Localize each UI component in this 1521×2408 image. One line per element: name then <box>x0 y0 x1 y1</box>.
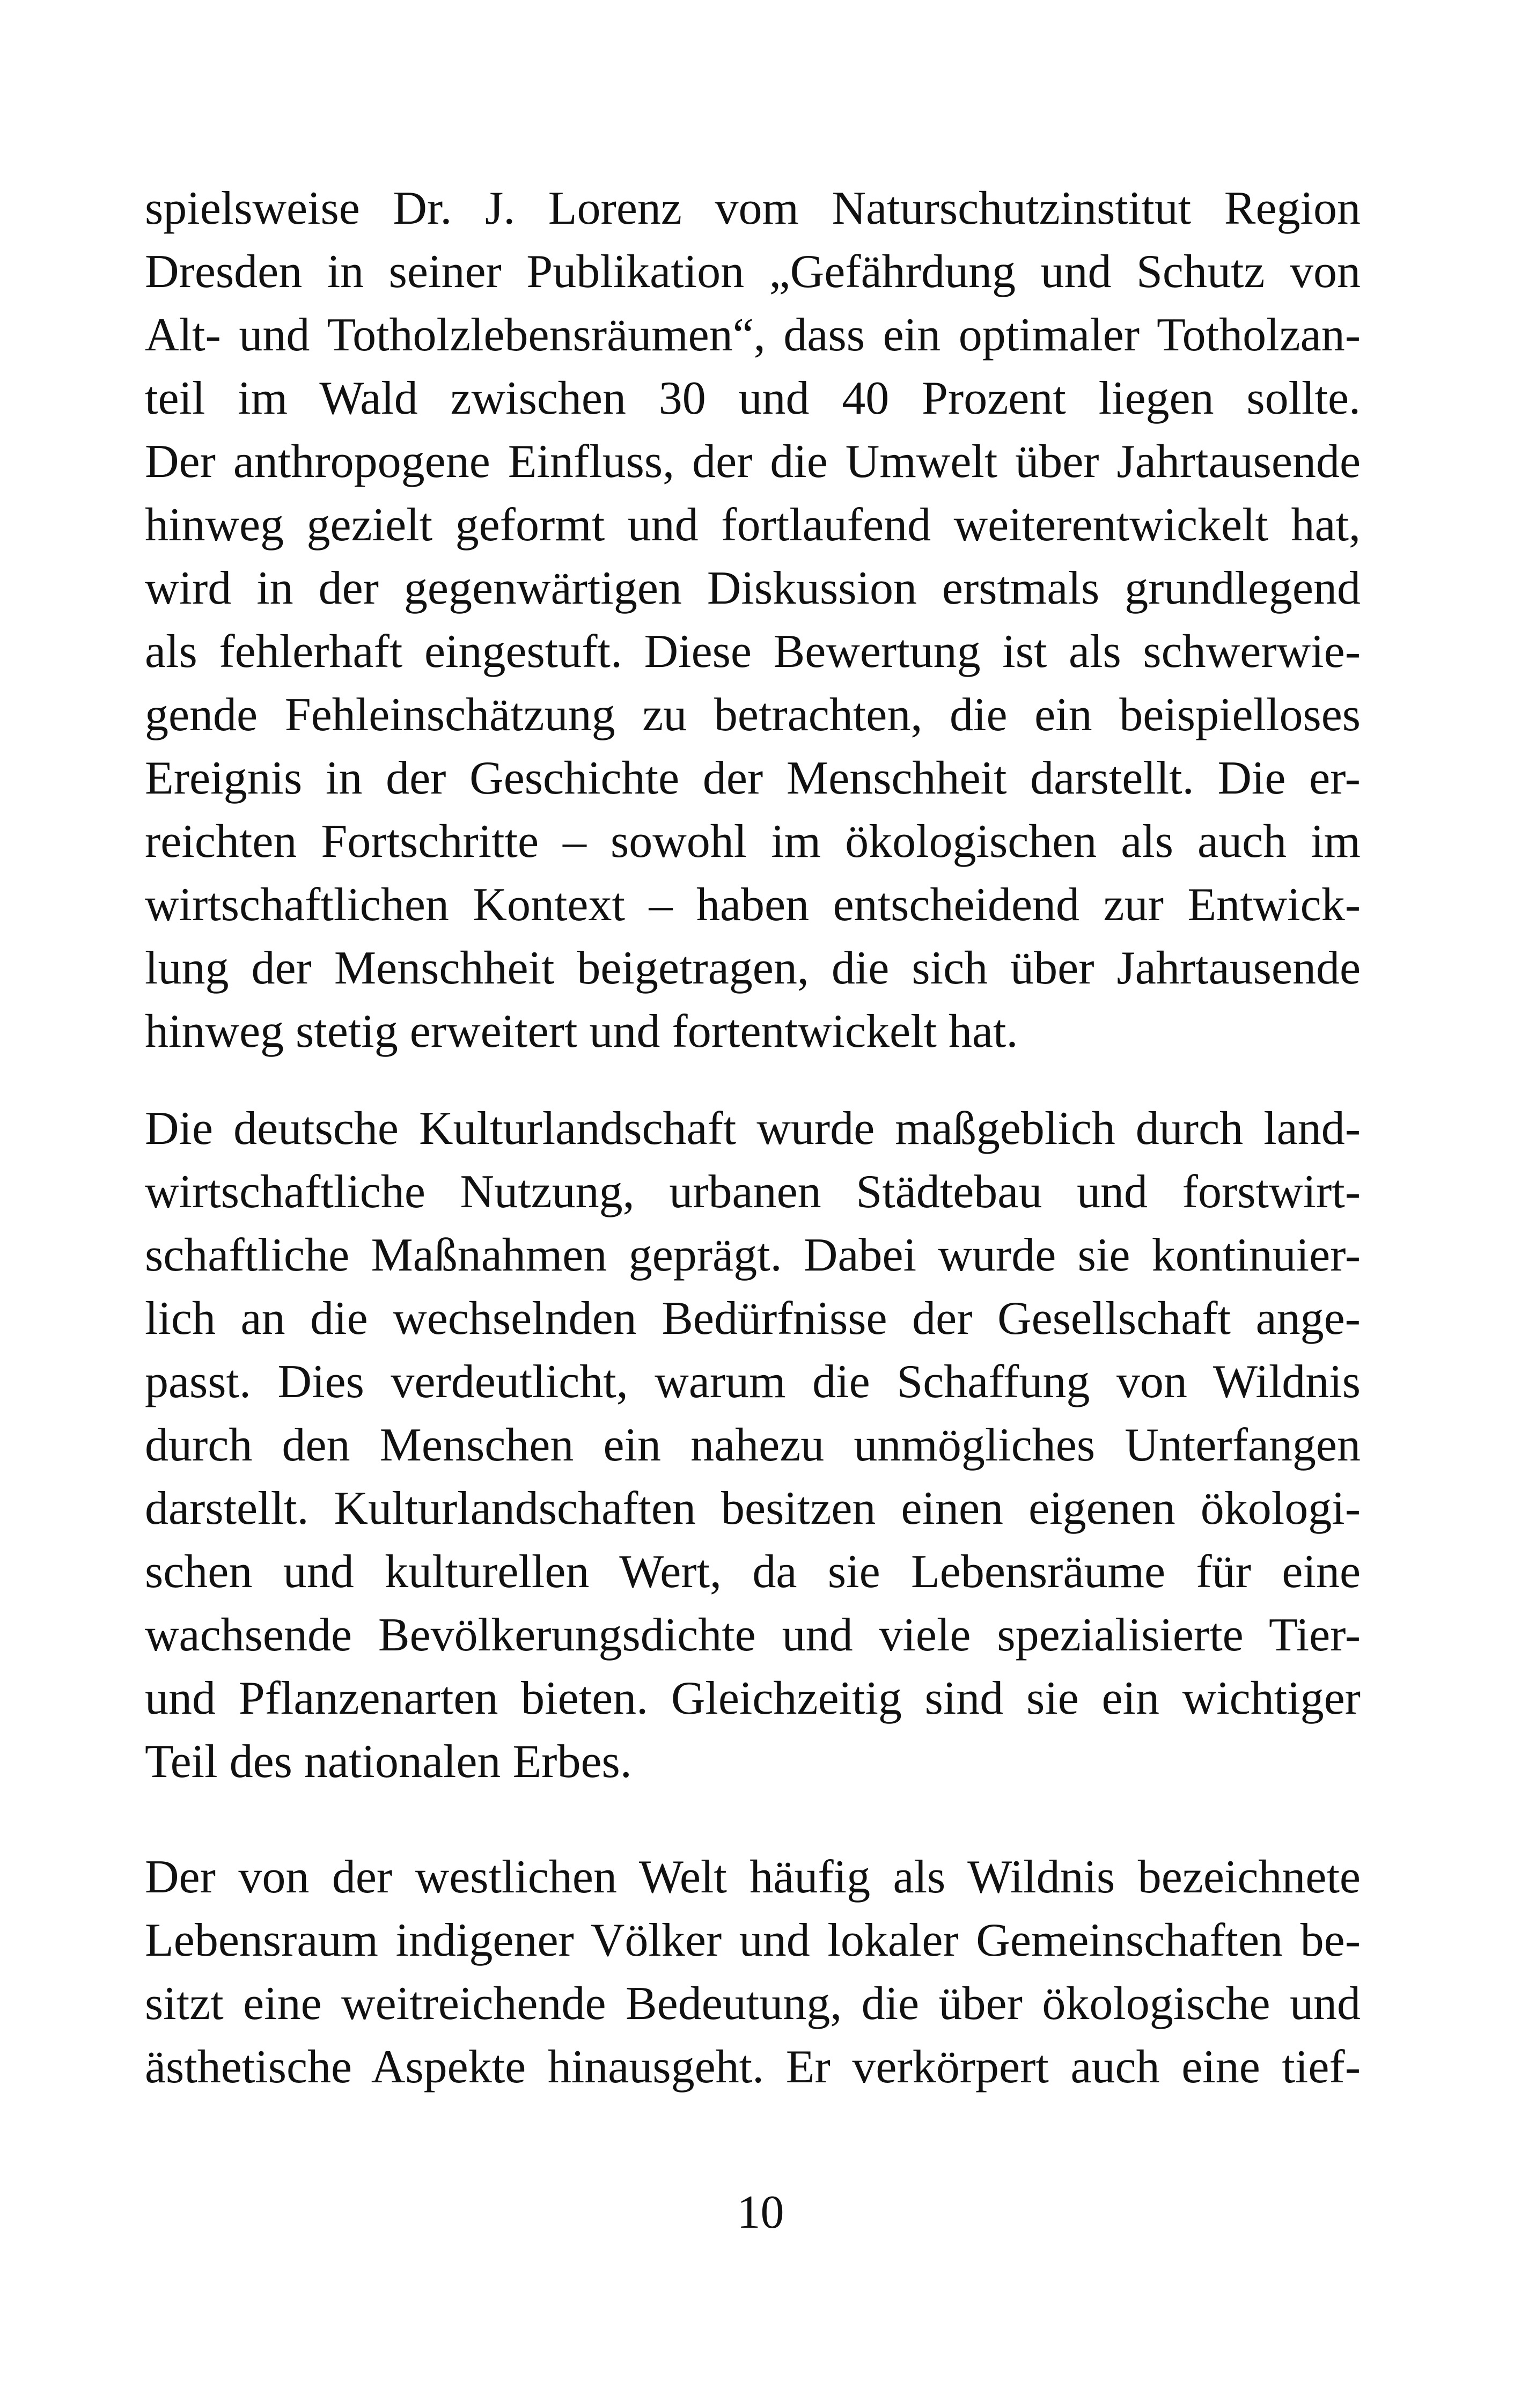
text-line: Der anthropogene Einfluss, der die Umwelt über Jahrtausende <box>145 436 1361 488</box>
text-line: Teil des nationalen Erbes. <box>145 1736 632 1788</box>
text-line: wirtschaftliche Nutzung, urbanen Städtebau und forstwirt- <box>145 1166 1361 1218</box>
paragraph-2 <box>145 1097 1361 1794</box>
text-line: hinweg stetig erweitert und fortentwickelt hat. <box>145 1005 1018 1058</box>
paragraph-3 <box>145 1846 1361 2099</box>
text-line: passt. Dies verdeutlicht, warum die Schaffung von Wildnis <box>145 1356 1361 1408</box>
paragraph-1 <box>145 177 1361 1063</box>
text-line: gende Fehleinschätzung zu betrachten, die ein beispielloses <box>145 689 1361 741</box>
text-line: wird in der gegenwärtigen Diskussion erstmals grundlegend <box>145 562 1361 614</box>
text-line: schen und kulturellen Wert, da sie Lebensräume für eine <box>145 1546 1361 1598</box>
text-line: wachsende Bevölkerungsdichte und viele spezialisierte Tier- <box>145 1609 1361 1661</box>
text-line: als fehlerhaft eingestuft. Diese Bewertung ist als schwerwie- <box>145 626 1361 678</box>
text-line: ästhetische Aspekte hinausgeht. Er verkörpert auch eine tief- <box>145 2041 1361 2093</box>
text-line: wirtschaftlichen Kontext – haben entscheidend zur Entwick- <box>145 879 1361 931</box>
text-line: Die deutsche Kulturlandschaft wurde maßgeblich durch land- <box>145 1103 1361 1155</box>
text-line: darstellt. Kulturlandschaften besitzen einen eigenen ökologi- <box>145 1482 1361 1535</box>
text-line: und Pflanzenarten bieten. Gleichzeitig sind sie ein wichtiger <box>145 1672 1361 1724</box>
text-line: lich an die wechselnden Bedürfnisse der Gesellschaft ange- <box>145 1293 1361 1345</box>
text-line: hinweg gezielt geformt und fortlaufend weiterentwickelt hat, <box>145 499 1361 551</box>
text-line: reichten Fortschritte – sowohl im ökologischen als auch im <box>145 816 1361 868</box>
text-line: Ereignis in der Geschichte der Menschheit darstellt. Die er- <box>145 752 1361 804</box>
text-line: Lebensraum indigener Völker und lokaler Gemeinschaften be- <box>145 1914 1361 1966</box>
text-line: spielsweise Dr. J. Lorenz vom Naturschutzinstitut Region <box>145 182 1361 234</box>
page-number: 10 <box>737 2186 784 2238</box>
text-line: lung der Menschheit beigetragen, die sich über Jahrtausende <box>145 942 1361 994</box>
text-line: durch den Menschen ein nahezu unmögliches Unterfangen <box>145 1419 1361 1471</box>
text-line: teil im Wald zwischen 30 und 40 Prozent liegen sollte. <box>145 372 1361 424</box>
text-line: Der von der westlichen Welt häufig als Wildnis bezeichnete <box>145 1851 1361 1903</box>
text-line: schaftliche Maßnahmen geprägt. Dabei wurde sie kontinuier- <box>145 1229 1361 1281</box>
text-line: sitzt eine weitreichende Bedeutung, die über ökologische und <box>145 1978 1361 2030</box>
text-line: Dresden in seiner Publikation „Gefährdung und Schutz von <box>145 246 1361 298</box>
text-line: Alt- und Totholzlebensräumen“, dass ein optimaler Totholzan- <box>145 309 1361 361</box>
